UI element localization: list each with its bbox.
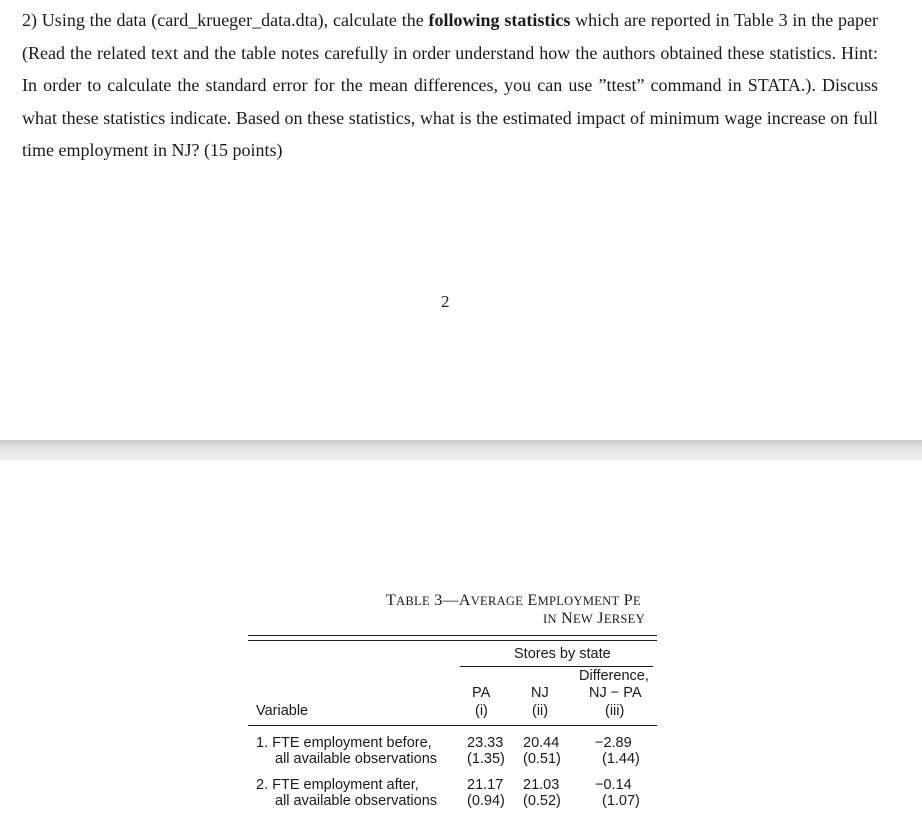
col-diff-line2: NJ − PA: [589, 685, 642, 701]
table-row-1-label-1: 1. FTE employment before,: [256, 735, 432, 751]
stores-rule: [460, 666, 653, 667]
table-3: [0, 460, 922, 834]
col-nj-num: (ii): [532, 703, 549, 719]
table-row-1-pa-se: (1.35): [467, 751, 505, 767]
table-caption-line1: TABLE 3—AVERAGE EMPLOYMENT PE: [386, 592, 641, 609]
col-diff-num: (iii): [605, 703, 625, 719]
table-page: [0, 460, 922, 834]
col-variable: Variable: [256, 703, 309, 719]
col-nj: NJ: [531, 685, 549, 701]
table-row-1-diff: −2.89: [595, 735, 632, 751]
table-row-2-pa: 21.17: [467, 777, 504, 793]
table-row-1-nj: 20.44: [523, 735, 560, 751]
table-row-2-diff: −0.14: [595, 777, 632, 793]
col-pa: PA: [472, 685, 491, 701]
col-pa-num: (i): [475, 703, 488, 719]
top-rule-2: [248, 640, 657, 641]
top-rule-1: [248, 635, 657, 636]
table-row-2-pa-se: (0.94): [467, 793, 505, 809]
header-rule: [248, 725, 657, 726]
table-caption-line2: IN NEW JERSEY: [543, 610, 645, 627]
table-row-2-diff-se: (1.07): [602, 793, 640, 809]
table-row-1-nj-se: (0.51): [523, 751, 561, 767]
table-row-1-pa: 23.33: [467, 735, 504, 751]
table-row-1-diff-se: (1.44): [602, 751, 640, 767]
table-row-2-label-2: all available observations: [275, 793, 438, 809]
table-row-2-nj-se: (0.52): [523, 793, 561, 809]
col-diff-line1: Difference,: [579, 668, 649, 684]
question-text: [22, 4, 878, 167]
page-number: 2: [441, 292, 450, 311]
question-suffix: which are reported in Table 3 in the paper (Read the related text and the table notes carefully in order understand how the authors obtained these statistics. Hint: In order to calculate the standard error for the mean differences, you can use ”ttest” command in STATA.). Discuss what these statistics indicate. Based on these statistics, what is the estimated impact of minimum wage increase on full time employment in NJ? (15 points): [22, 10, 878, 160]
question-bold: following statistics: [428, 10, 571, 30]
table-row-1-label-2: all available observations: [275, 751, 438, 767]
question-prefix: 2) Using the data (card_krueger_data.dta), calculate the: [22, 10, 429, 30]
table-row-2-nj: 21.03: [523, 777, 560, 793]
stores-by-state-header: Stores by state: [514, 646, 611, 662]
table-row-2-label-1: 2. FTE employment after,: [256, 777, 419, 793]
page-divider: [0, 440, 922, 460]
